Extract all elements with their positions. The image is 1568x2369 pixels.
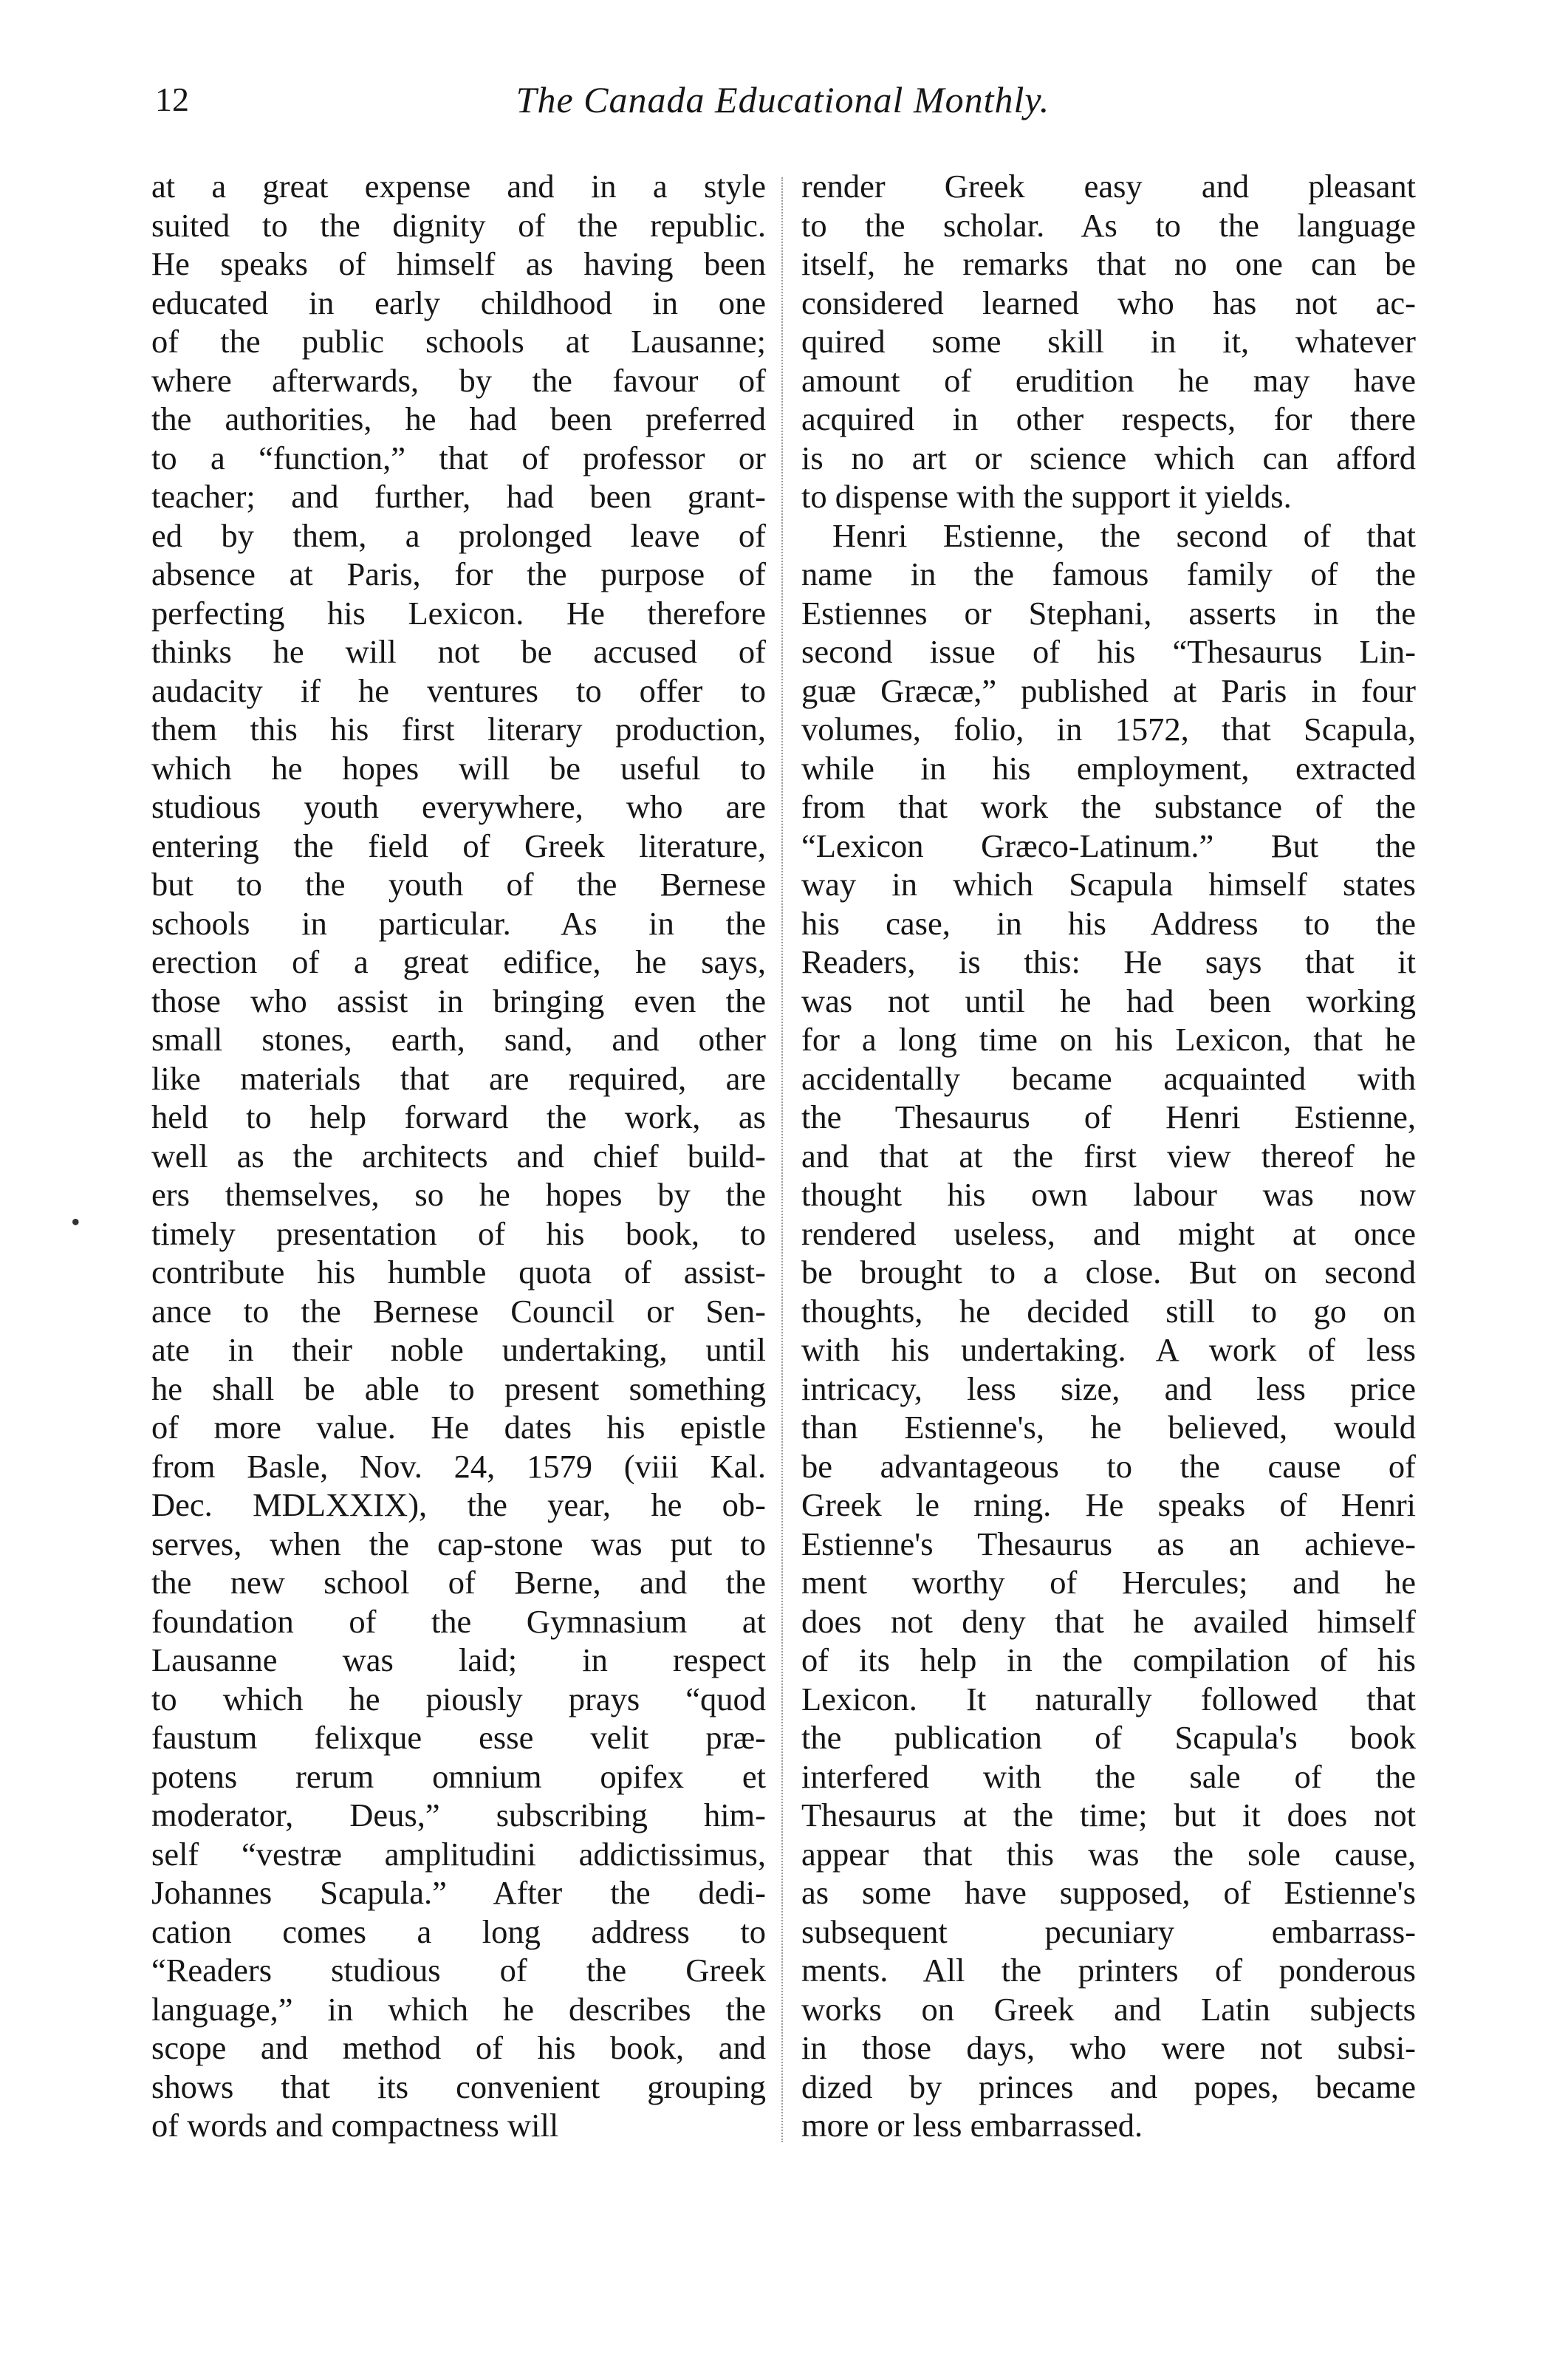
text-line: Readers, is this: He says that it bbox=[801, 943, 1416, 980]
running-title: The Canada Educational Monthly. bbox=[516, 79, 1050, 120]
text-line: those who assist in bringing even the bbox=[151, 982, 766, 1019]
text-line: than Estienne's, he believed, would bbox=[801, 1409, 1416, 1446]
text-line: Dec. MDLXXIX), the year, he ob- bbox=[151, 1486, 766, 1523]
text-line: self “vestræ amplitudini addictissimus, bbox=[151, 1835, 766, 1873]
text-line: of the public schools at Lausanne; bbox=[151, 323, 766, 360]
text-line: perfecting his Lexicon. He therefore bbox=[151, 594, 766, 632]
text-line: Johannes Scapula.” After the dedi- bbox=[151, 1874, 766, 1911]
text-line: ers themselves, so he hopes by the bbox=[151, 1176, 766, 1213]
text-line: while in his employment, extracted bbox=[801, 749, 1416, 787]
text-line: for a long time on his Lexicon, that he bbox=[801, 1021, 1416, 1058]
text-line: schools in particular. As in the bbox=[151, 904, 766, 942]
text-line: serves, when the cap-stone was put to bbox=[151, 1525, 766, 1562]
text-line: educated in early childhood in one bbox=[151, 284, 766, 321]
text-line: and that at the first view thereof he bbox=[801, 1137, 1416, 1175]
text-line: shows that its convenient grouping bbox=[151, 2068, 766, 2105]
text-line: acquired in other respects, for there bbox=[801, 400, 1416, 437]
column-divider bbox=[781, 177, 783, 2142]
text-line: to the scholar. As to the language bbox=[801, 206, 1416, 244]
text-line: is no art or science which can afford bbox=[801, 439, 1416, 476]
text-line: “Lexicon Græco-Latinum.” But the bbox=[801, 827, 1416, 864]
text-line: absence at Paris, for the purpose of bbox=[151, 555, 766, 592]
left-text-column bbox=[151, 167, 766, 2145]
text-line: suited to the dignity of the republic. bbox=[151, 206, 766, 244]
text-line: ance to the Bernese Council or Sen- bbox=[151, 1292, 766, 1330]
text-line: way in which Scapula himself states bbox=[801, 866, 1416, 903]
text-line: dized by princes and popes, became bbox=[801, 2068, 1416, 2105]
text-line: was not until he had been working bbox=[801, 982, 1416, 1019]
text-line: with his undertaking. A work of less bbox=[801, 1331, 1416, 1368]
page-number: 12 bbox=[155, 81, 189, 118]
text-line: Thesaurus at the time; but it does not bbox=[801, 1797, 1416, 1833]
text-line: quired some skill in it, whatever bbox=[801, 323, 1416, 360]
text-line: potens rerum omnium opifex et bbox=[151, 1757, 766, 1795]
text-line: subsequent pecuniary embarrass- bbox=[801, 1912, 1416, 1950]
text-line: ed by them, a prolonged leave of bbox=[151, 516, 766, 554]
text-line: small stones, earth, sand, and other bbox=[151, 1021, 766, 1058]
text-line: Lausanne was laid; in respect bbox=[151, 1641, 766, 1678]
text-line: ments. All the printers of ponderous bbox=[801, 1952, 1416, 1989]
text-line: to a “function,” that of professor or bbox=[151, 439, 766, 476]
text-line: well as the architects and chief build- bbox=[151, 1137, 766, 1175]
text-line: studious youth everywhere, who are bbox=[151, 788, 766, 825]
text-line: scope and method of his book, and bbox=[151, 2029, 766, 2066]
text-line: does not deny that he availed himself bbox=[801, 1602, 1416, 1640]
text-line: rendered useless, and might at once bbox=[801, 1214, 1416, 1252]
text-line: to dispense with the support it yields. bbox=[801, 478, 1292, 515]
text-line: He speaks of himself as having been bbox=[151, 245, 766, 282]
text-line: entering the field of Greek literature, bbox=[151, 827, 766, 864]
text-line: his case, in his Address to the bbox=[801, 904, 1416, 942]
text-line: but to the youth of the Bernese bbox=[151, 866, 766, 903]
text-line: Lexicon. It naturally followed that bbox=[801, 1680, 1416, 1717]
text-line: cation comes a long address to bbox=[151, 1912, 766, 1950]
text-line: interfered with the sale of the bbox=[801, 1757, 1416, 1795]
text-line: amount of erudition he may have bbox=[801, 361, 1416, 399]
text-line: he shall be able to present something bbox=[151, 1370, 766, 1407]
text-line: where afterwards, by the favour of bbox=[151, 361, 766, 399]
text-line: Estiennes or Stephani, asserts in the bbox=[801, 594, 1416, 632]
text-line: appear that this was the sole cause, bbox=[801, 1835, 1416, 1873]
text-line: ate in their noble undertaking, until bbox=[151, 1331, 766, 1368]
text-line: moderator, Deus,” subscribing him- bbox=[151, 1797, 766, 1833]
text-line: render Greek easy and pleasant bbox=[801, 168, 1416, 205]
text-line: teacher; and further, had been grant- bbox=[151, 478, 766, 515]
text-line: accidentally became acquainted with bbox=[801, 1059, 1416, 1097]
text-line: from Basle, Nov. 24, 1579 (viii Kal. bbox=[151, 1447, 766, 1485]
text-line: be brought to a close. But on second bbox=[801, 1254, 1416, 1291]
text-line: of its help in the compilation of his bbox=[801, 1641, 1416, 1678]
text-line: which he hopes will be useful to bbox=[151, 749, 766, 787]
text-line: audacity if he ventures to offer to bbox=[151, 671, 766, 709]
text-line: the publication of Scapula's book bbox=[801, 1719, 1416, 1756]
text-line: Henri Estienne, the second of that bbox=[832, 516, 1416, 554]
text-line: at a great expense and in a style bbox=[151, 168, 766, 205]
text-line: “Readers studious of the Greek bbox=[151, 1952, 766, 1989]
text-line: guæ Græcæ,” published at Paris in four bbox=[801, 671, 1416, 709]
text-line: erection of a great edifice, he says, bbox=[151, 943, 766, 980]
text-line: held to help forward the work, as bbox=[151, 1098, 766, 1135]
text-line: be advantageous to the cause of bbox=[801, 1447, 1416, 1485]
right-text-column bbox=[801, 167, 1416, 2145]
text-line: language,” in which he describes the bbox=[151, 1990, 766, 2028]
text-line: thoughts, he decided still to go on bbox=[801, 1292, 1416, 1330]
text-line: faustum felixque esse velit præ- bbox=[151, 1719, 766, 1756]
text-line: them this his first literary production, bbox=[151, 711, 766, 748]
text-line: the Thesaurus of Henri Estienne, bbox=[801, 1098, 1416, 1135]
text-line: of more value. He dates his epistle bbox=[151, 1409, 766, 1446]
text-line: thinks he will not be accused of bbox=[151, 633, 766, 670]
text-line: more or less embarrassed. bbox=[801, 2107, 1143, 2144]
text-line: in those days, who were not subsi- bbox=[801, 2029, 1416, 2066]
text-line: contribute his humble quota of assist- bbox=[151, 1254, 766, 1291]
text-line: foundation of the Gymnasium at bbox=[151, 1602, 766, 1640]
text-line: the new school of Berne, and the bbox=[151, 1564, 766, 1601]
text-line: itself, he remarks that no one can be bbox=[801, 245, 1416, 282]
text-line: like materials that are required, are bbox=[151, 1059, 766, 1097]
text-line: thought his own labour was now bbox=[801, 1176, 1416, 1213]
text-line: second issue of his “Thesaurus Lin- bbox=[801, 633, 1416, 670]
text-line: the authorities, he had been preferred bbox=[151, 400, 766, 437]
text-line: to which he piously prays “quod bbox=[151, 1680, 766, 1717]
text-line: intricacy, less size, and less price bbox=[801, 1370, 1416, 1407]
text-line: volumes, folio, in 1572, that Scapula, bbox=[801, 711, 1416, 748]
text-line: Greek le rning. He speaks of Henri bbox=[801, 1486, 1416, 1523]
text-line: from that work the substance of the bbox=[801, 788, 1416, 825]
text-line: considered learned who has not ac- bbox=[801, 284, 1416, 321]
text-line: timely presentation of his book, to bbox=[151, 1214, 766, 1252]
text-line: ment worthy of Hercules; and he bbox=[801, 1564, 1416, 1601]
text-line: works on Greek and Latin subjects bbox=[801, 1990, 1416, 2028]
text-line: name in the famous family of the bbox=[801, 555, 1416, 592]
text-line: as some have supposed, of Estienne's bbox=[801, 1874, 1416, 1911]
stray-print-mark: • bbox=[71, 1207, 81, 1237]
text-line: of words and compactness will bbox=[151, 2107, 559, 2144]
text-line: Estienne's Thesaurus as an achieve- bbox=[801, 1525, 1416, 1562]
